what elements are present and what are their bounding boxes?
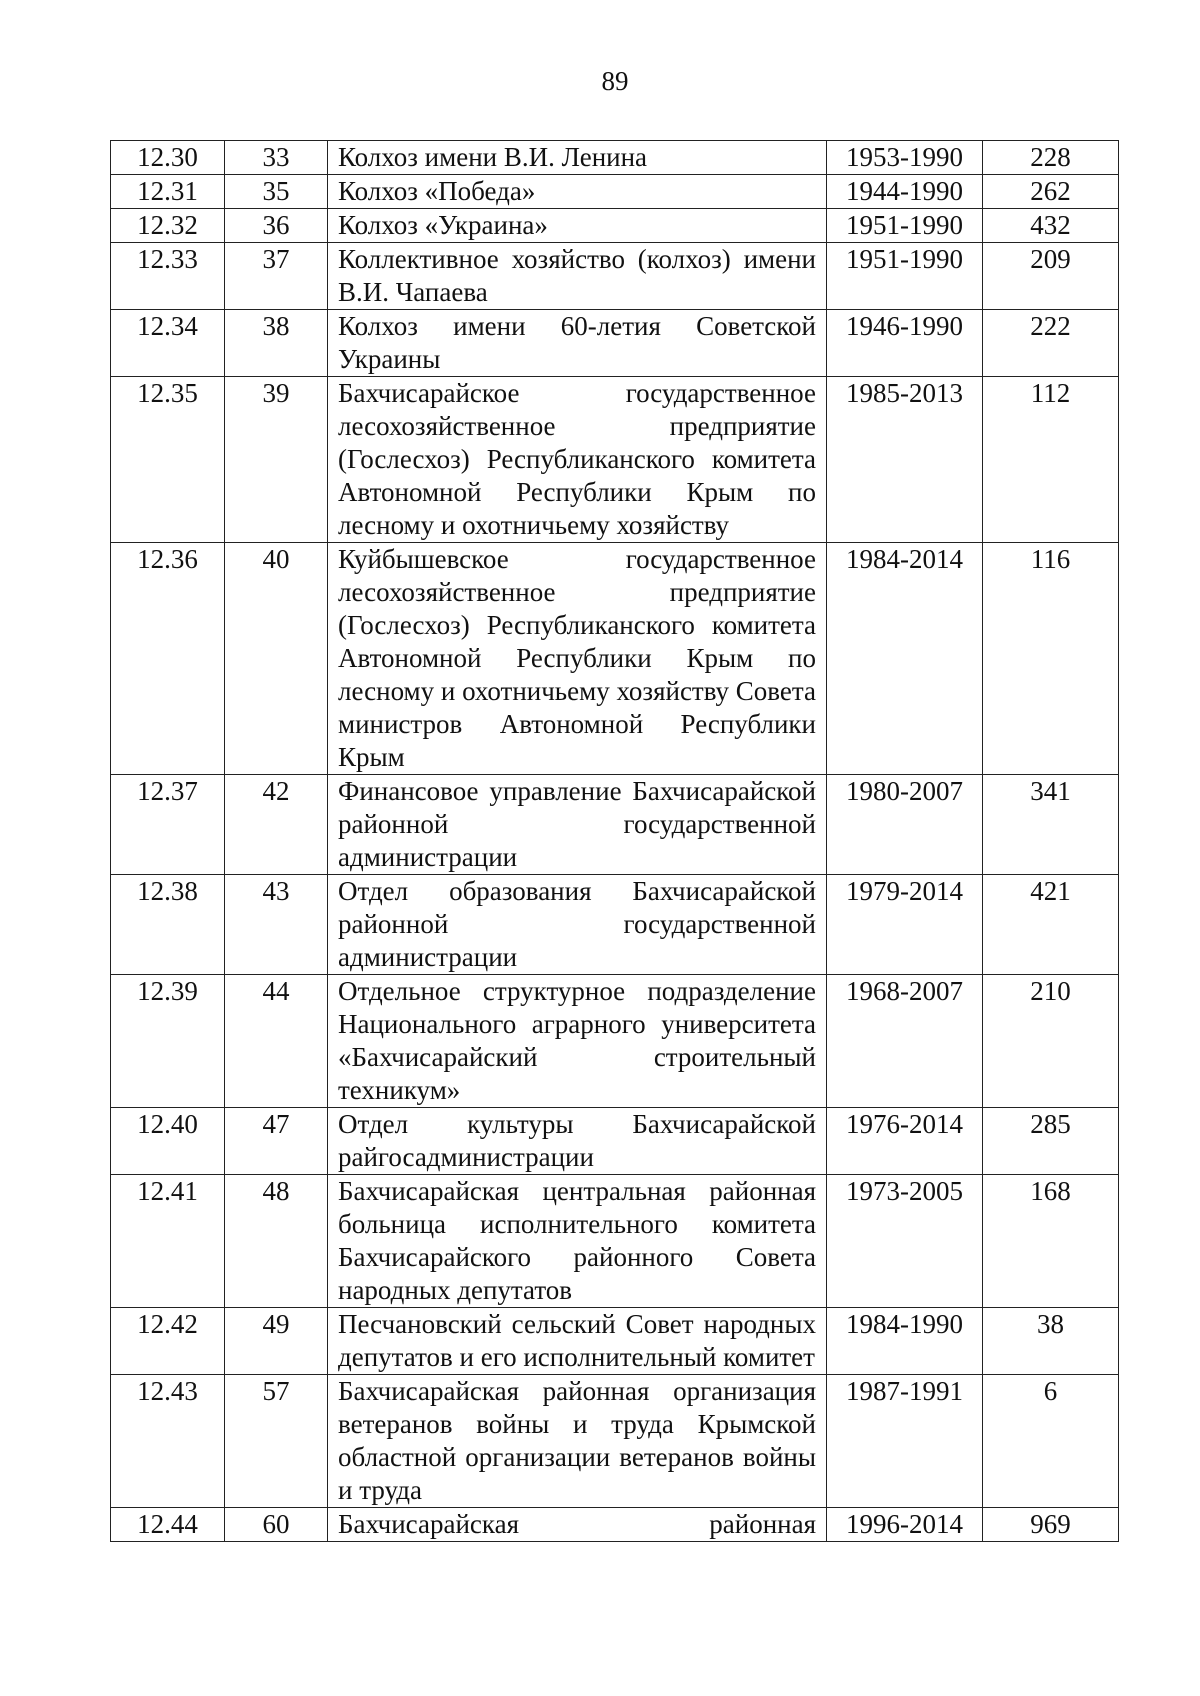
page-number: 89 [601,66,629,96]
fund-name: Коллективное хозяйство (колхоз) имени В.И. Чапаева [328,243,827,310]
fund-number: 48 [225,1175,328,1308]
date-range: 1984-1990 [827,1308,983,1375]
table-row [111,1375,1119,1508]
file-count: 168 [983,1175,1119,1308]
fund-number: 60 [225,1508,328,1542]
date-range: 1985-2013 [827,377,983,543]
fund-name: Финансовое управление Бахчисарайской районной государственной администрации [328,775,827,875]
records-table [110,140,1119,1542]
file-count: 432 [983,209,1119,243]
item-number: 12.39 [111,975,225,1108]
fund-number: 42 [225,775,328,875]
table-row [111,209,1119,243]
fund-name: Колхоз «Победа» [328,175,827,209]
fund-number: 37 [225,243,328,310]
file-count: 969 [983,1508,1119,1542]
table-row [111,775,1119,875]
fund-number: 38 [225,310,328,377]
date-range: 1968-2007 [827,975,983,1108]
file-count: 116 [983,543,1119,775]
file-count: 209 [983,243,1119,310]
fund-name: Отдел образования Бахчисарайской районной государственной администрации [328,875,827,975]
fund-name: Куйбышевское государственное лесохозяйственное предприятие (Гослесхоз) Республиканского комитета Автономной Республики Крым по лесному и охотничьему хозяйству Совета министров Автономной Республики Крым [328,543,827,775]
fund-number: 40 [225,543,328,775]
fund-name: Бахчисарайское государственное лесохозяйственное предприятие (Гослесхоз) Республиканского комитета Автономной Республики Крым по лесному и охотничьему хозяйству [328,377,827,543]
fund-number: 35 [225,175,328,209]
file-count: 421 [983,875,1119,975]
table-row [111,175,1119,209]
date-range: 1987-1991 [827,1375,983,1508]
item-number: 12.42 [111,1308,225,1375]
fund-name: Отдел культуры Бахчисарайской райгосадминистрации [328,1108,827,1175]
item-number: 12.34 [111,310,225,377]
date-range: 1944-1990 [827,175,983,209]
date-range: 1946-1990 [827,310,983,377]
table-row [111,1175,1119,1308]
fund-number: 47 [225,1108,328,1175]
date-range: 1976-2014 [827,1108,983,1175]
fund-number: 43 [225,875,328,975]
item-number: 12.30 [111,141,225,175]
fund-name: Колхоз имени 60-летия Советской Украины [328,310,827,377]
date-range: 1951-1990 [827,243,983,310]
file-count: 228 [983,141,1119,175]
file-count: 6 [983,1375,1119,1508]
fund-name: Бахчисарайская районная [328,1508,827,1542]
table-row [111,1108,1119,1175]
file-count: 222 [983,310,1119,377]
item-number: 12.43 [111,1375,225,1508]
table-row [111,1308,1119,1375]
date-range: 1996-2014 [827,1508,983,1542]
file-count: 285 [983,1108,1119,1175]
table-row [111,243,1119,310]
table-row [111,310,1119,377]
fund-name: Отдельное структурное подразделение Национального аграрного университета «Бахчисарайский строительный техникум» [328,975,827,1108]
date-range: 1984-2014 [827,543,983,775]
file-count: 262 [983,175,1119,209]
item-number: 12.36 [111,543,225,775]
date-range: 1979-2014 [827,875,983,975]
table-row [111,1508,1119,1542]
fund-name: Колхоз имени В.И. Ленина [328,141,827,175]
file-count: 38 [983,1308,1119,1375]
table-row [111,141,1119,175]
fund-name: Бахчисарайская районная организация ветеранов войны и труда Крымской областной организации ветеранов войны и труда [328,1375,827,1508]
date-range: 1980-2007 [827,775,983,875]
file-count: 112 [983,377,1119,543]
table-row [111,875,1119,975]
fund-number: 49 [225,1308,328,1375]
item-number: 12.37 [111,775,225,875]
item-number: 12.32 [111,209,225,243]
item-number: 12.44 [111,1508,225,1542]
item-number: 12.31 [111,175,225,209]
table-row [111,377,1119,543]
fund-number: 36 [225,209,328,243]
item-number: 12.38 [111,875,225,975]
file-count: 210 [983,975,1119,1108]
fund-number: 44 [225,975,328,1108]
fund-number: 33 [225,141,328,175]
date-range: 1951-1990 [827,209,983,243]
date-range: 1953-1990 [827,141,983,175]
item-number: 12.35 [111,377,225,543]
table-row [111,975,1119,1108]
fund-number: 57 [225,1375,328,1508]
fund-name: Песчановский сельский Совет народных депутатов и его исполнительный комитет [328,1308,827,1375]
item-number: 12.40 [111,1108,225,1175]
fund-name: Колхоз «Украина» [328,209,827,243]
item-number: 12.33 [111,243,225,310]
date-range: 1973-2005 [827,1175,983,1308]
file-count: 341 [983,775,1119,875]
fund-number: 39 [225,377,328,543]
table-row [111,543,1119,775]
item-number: 12.41 [111,1175,225,1308]
fund-name: Бахчисарайская центральная районная больница исполнительного комитета Бахчисарайского районного Совета народных депутатов [328,1175,827,1308]
